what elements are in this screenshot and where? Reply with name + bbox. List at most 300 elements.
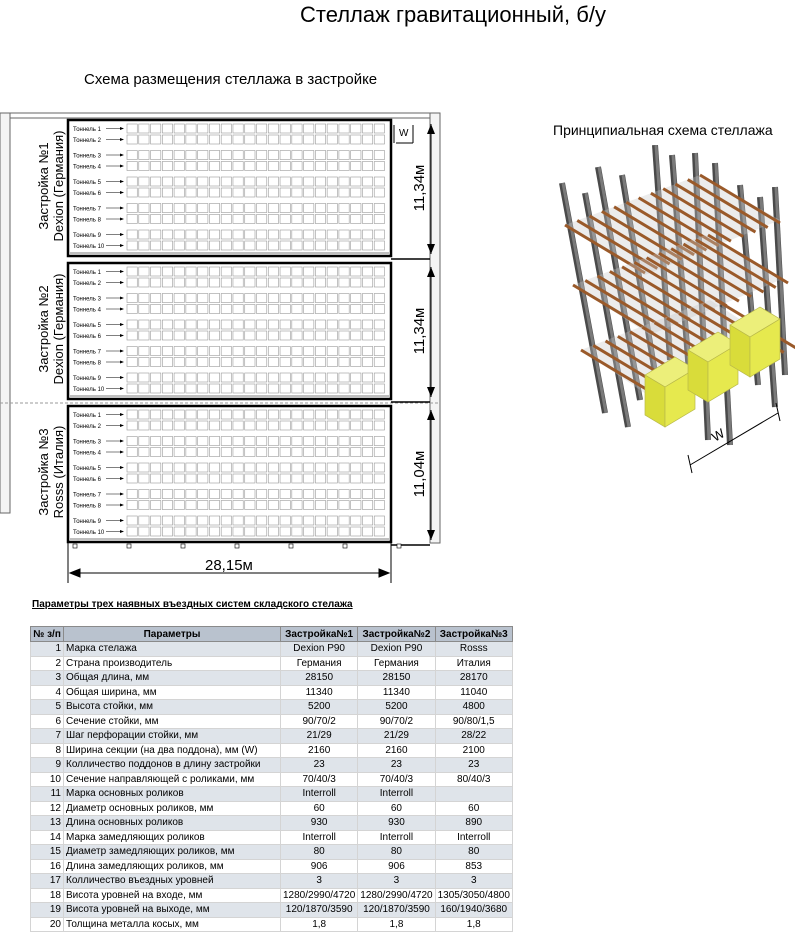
rack-cell <box>374 267 384 276</box>
rack-cell <box>233 347 243 356</box>
rack-cell <box>280 162 290 171</box>
rack-cell <box>304 347 314 356</box>
rack-cell <box>162 437 172 446</box>
rack-cell <box>139 135 149 144</box>
rack-cell <box>257 463 267 472</box>
rack-cell <box>280 278 290 287</box>
rack-cell <box>221 358 231 367</box>
rack-cell <box>304 188 314 197</box>
rack-cell <box>221 437 231 446</box>
rack-cell <box>339 305 349 314</box>
row-site-1: Германия <box>281 656 358 671</box>
rack-cell <box>209 490 219 499</box>
rack-cell <box>374 373 384 382</box>
table-row <box>31 656 513 671</box>
rack-cell <box>162 124 172 133</box>
row-number: 2 <box>31 656 64 671</box>
rack-cell <box>186 347 196 356</box>
rack-cell <box>362 204 372 213</box>
tunnel-label: Тоннель 10 <box>73 387 105 393</box>
rack-cell <box>315 410 325 419</box>
rack-cell <box>139 474 149 483</box>
row-site-2: Interroll <box>358 830 435 845</box>
rack-cell <box>162 421 172 430</box>
rack-cell <box>362 347 372 356</box>
rack-cell <box>304 177 314 186</box>
rack-cell <box>139 241 149 250</box>
rack-cell <box>127 501 137 510</box>
row-parameter: Общая длина, мм <box>64 671 281 686</box>
tunnel-label: Тоннель 6 <box>73 334 101 340</box>
rack-cell <box>139 384 149 393</box>
rack-cell <box>209 151 219 160</box>
rack-cell <box>327 490 337 499</box>
rack-cell <box>315 215 325 224</box>
rack-cell <box>268 215 278 224</box>
rack-cell <box>257 421 267 430</box>
rack-cell <box>268 358 278 367</box>
rack-cell <box>257 320 267 329</box>
rack-cell <box>209 437 219 446</box>
rack-cell <box>339 410 349 419</box>
rack-cell <box>245 188 255 197</box>
rack-cell <box>174 501 184 510</box>
rack-cell <box>209 215 219 224</box>
rack-cell <box>280 437 290 446</box>
rack-cell <box>292 474 302 483</box>
row-parameter: Диаметр замедляющих роликов, мм <box>64 845 281 860</box>
rack-cell <box>280 516 290 525</box>
rack-cell <box>268 527 278 536</box>
rack-cell <box>362 463 372 472</box>
rack-cell <box>339 177 349 186</box>
rack-cell <box>257 124 267 133</box>
rack-cell <box>268 151 278 160</box>
rack-cell <box>127 294 137 303</box>
rack-cell <box>233 294 243 303</box>
table-row <box>31 671 513 686</box>
rack-cell <box>280 421 290 430</box>
rack-cell <box>209 474 219 483</box>
rack-cell <box>339 204 349 213</box>
rack-cell <box>233 204 243 213</box>
rack-cell <box>257 474 267 483</box>
rack-cell <box>257 490 267 499</box>
rack-cell <box>186 151 196 160</box>
rack-cell <box>186 124 196 133</box>
row-parameter: Ширина секции (на два поддона), мм (W) <box>64 743 281 758</box>
row-parameter: Колличество поддонов в длину застройки <box>64 758 281 773</box>
rack-cell <box>257 305 267 314</box>
rack-cell <box>162 294 172 303</box>
rack-cell <box>339 294 349 303</box>
rack-cell <box>374 241 384 250</box>
rack-cell <box>268 437 278 446</box>
rack-cell <box>186 410 196 419</box>
rack-cell <box>351 278 361 287</box>
row-site-2: 80 <box>358 845 435 860</box>
rack-cell <box>186 241 196 250</box>
rack-cell <box>280 294 290 303</box>
w-label: W <box>399 128 409 139</box>
rack-cell <box>280 373 290 382</box>
rack-cell <box>186 373 196 382</box>
rack-cell <box>362 384 372 393</box>
rack-cell <box>245 410 255 419</box>
rack-cell <box>127 278 137 287</box>
row-site-3: 1305/3050/4800 <box>435 888 512 903</box>
row-site-3: Италия <box>435 656 512 671</box>
rack-cell <box>174 358 184 367</box>
row-site-3: 890 <box>435 816 512 831</box>
rack-cell <box>327 177 337 186</box>
rack-cell <box>245 448 255 457</box>
row-site-1: 1,8 <box>281 917 358 932</box>
tunnel-label: Тоннель 9 <box>73 519 101 525</box>
rack-cell <box>209 320 219 329</box>
rack-cell <box>292 516 302 525</box>
rack-cell <box>292 331 302 340</box>
rack-cell <box>268 278 278 287</box>
rack-cell <box>209 177 219 186</box>
rack-cell <box>304 294 314 303</box>
tunnel-label: Тоннель 6 <box>73 191 101 197</box>
rack-cell <box>351 437 361 446</box>
rack-cell <box>151 230 161 239</box>
rack-cell <box>339 384 349 393</box>
rack-cell <box>209 527 219 536</box>
column-base <box>127 544 131 548</box>
tunnel-label: Тоннель 4 <box>73 307 101 314</box>
rack-cell <box>174 162 184 171</box>
rack-cell <box>233 188 243 197</box>
row-parameter: Марка замедляющих роликов <box>64 830 281 845</box>
rack-cell <box>209 347 219 356</box>
rack-cell <box>374 410 384 419</box>
rack-cell <box>374 188 384 197</box>
rack-cell <box>127 177 137 186</box>
rack-cell <box>351 135 361 144</box>
rack-cell <box>221 267 231 276</box>
rack-cell <box>139 320 149 329</box>
rack-cell <box>292 135 302 144</box>
rack-cell <box>245 437 255 446</box>
rack-cell <box>233 490 243 499</box>
row-site-1: 120/1870/3590 <box>281 903 358 918</box>
rack-cell <box>245 294 255 303</box>
rack-cell <box>186 358 196 367</box>
layout-plan <box>0 105 445 600</box>
rack-cell <box>362 278 372 287</box>
rack-cell <box>268 516 278 525</box>
rack-cell <box>268 373 278 382</box>
rack-cell <box>233 177 243 186</box>
rack-cell <box>374 320 384 329</box>
rack-cell <box>327 516 337 525</box>
rack-cell <box>209 384 219 393</box>
rack-cell <box>209 463 219 472</box>
tunnel-label: Тоннель 1 <box>73 270 101 276</box>
rack-cell <box>174 204 184 213</box>
rack-cell <box>280 448 290 457</box>
rack-cell <box>245 278 255 287</box>
rack-cell <box>292 358 302 367</box>
row-site-1: 70/40/3 <box>281 772 358 787</box>
rack-cell <box>257 230 267 239</box>
rack-cell <box>339 230 349 239</box>
tunnel-label: Тоннель 9 <box>73 376 101 382</box>
row-site-2: Dexion P90 <box>358 642 435 657</box>
rack-cell <box>280 204 290 213</box>
rack-cell <box>162 188 172 197</box>
rack-cell <box>351 267 361 276</box>
rack-cell <box>127 448 137 457</box>
rack-cell <box>374 384 384 393</box>
rack-cell <box>162 177 172 186</box>
rack-cell <box>315 124 325 133</box>
table-row <box>31 845 513 860</box>
rack-cell <box>174 241 184 250</box>
rack-cell <box>198 358 208 367</box>
rack-cell <box>327 331 337 340</box>
rack-cell <box>327 151 337 160</box>
rack-cell <box>198 188 208 197</box>
rack-cell <box>292 267 302 276</box>
rack-cell <box>198 162 208 171</box>
rack-cell <box>127 490 137 499</box>
rack-cell <box>374 421 384 430</box>
rack-cell <box>139 188 149 197</box>
table-row <box>31 888 513 903</box>
row-number: 15 <box>31 845 64 860</box>
rack-cell <box>162 474 172 483</box>
rack-cell <box>186 215 196 224</box>
rack-cell <box>374 278 384 287</box>
rack-cell <box>339 437 349 446</box>
rack-cell <box>245 162 255 171</box>
rack-cell <box>374 204 384 213</box>
rack-cell <box>245 501 255 510</box>
rack-cell <box>315 516 325 525</box>
rack-cell <box>362 527 372 536</box>
rack-cell <box>151 347 161 356</box>
rack-cell <box>304 305 314 314</box>
rack-cell <box>304 463 314 472</box>
tunnel-label: Тоннель 9 <box>73 233 101 239</box>
rack-cell <box>292 437 302 446</box>
rack-cell <box>221 305 231 314</box>
rack-cell <box>280 347 290 356</box>
rack-cell <box>268 124 278 133</box>
rack-cell <box>268 331 278 340</box>
rack-cell <box>209 162 219 171</box>
row-number: 12 <box>31 801 64 816</box>
rack-cell <box>292 384 302 393</box>
rack-cell <box>151 384 161 393</box>
rack-cell <box>139 230 149 239</box>
rack-cell <box>280 490 290 499</box>
rack-cell <box>292 188 302 197</box>
rack-cell <box>127 188 137 197</box>
rack-cell <box>339 347 349 356</box>
rack-cell <box>186 177 196 186</box>
row-parameter: Высота стойки, мм <box>64 700 281 715</box>
rack-cell <box>374 437 384 446</box>
rack-cell <box>315 204 325 213</box>
rack-cell <box>174 527 184 536</box>
rack-cell <box>351 124 361 133</box>
rack-cell <box>127 230 137 239</box>
row-number: 8 <box>31 743 64 758</box>
rack-cell <box>221 177 231 186</box>
rack-cell <box>327 162 337 171</box>
rack-cell <box>339 527 349 536</box>
rack-cell <box>127 527 137 536</box>
rack-cell <box>245 241 255 250</box>
rack-cell <box>151 320 161 329</box>
rack-cell <box>139 215 149 224</box>
rack-cell <box>327 124 337 133</box>
row-site-3: Rosss <box>435 642 512 657</box>
table-row <box>31 714 513 729</box>
rack-cell <box>139 267 149 276</box>
rack-cell <box>315 358 325 367</box>
rack-cell <box>139 421 149 430</box>
rack-cell <box>304 331 314 340</box>
table-row <box>31 642 513 657</box>
row-site-2: 2160 <box>358 743 435 758</box>
rack-cell <box>362 294 372 303</box>
table-caption: Параметры трех наявных въездных систем складского стелажа <box>32 599 353 610</box>
rack-cell <box>221 135 231 144</box>
rack-cell <box>327 320 337 329</box>
rack-cell <box>221 294 231 303</box>
rack-cell <box>339 490 349 499</box>
rack-cell <box>351 474 361 483</box>
rack-cell <box>268 410 278 419</box>
rack-cell <box>268 474 278 483</box>
rack-cell <box>198 373 208 382</box>
rack-cell <box>233 305 243 314</box>
rack-cell <box>221 490 231 499</box>
rack-cell <box>139 124 149 133</box>
rack-cell <box>221 448 231 457</box>
rack-cell <box>198 320 208 329</box>
rack-cell <box>257 331 267 340</box>
rack-cell <box>304 320 314 329</box>
rack-cell <box>280 135 290 144</box>
rack-cell <box>327 347 337 356</box>
rack-cell <box>221 320 231 329</box>
rack-cell <box>257 151 267 160</box>
rack-cell <box>351 215 361 224</box>
rack-cell <box>127 162 137 171</box>
rack-cell <box>292 347 302 356</box>
row-parameter: Колличество въездных уровней <box>64 874 281 889</box>
rack-cell <box>292 151 302 160</box>
rack-cell <box>151 373 161 382</box>
rack-cell <box>351 151 361 160</box>
rack-cell <box>151 463 161 472</box>
rack-cell <box>174 347 184 356</box>
rack-cell <box>257 177 267 186</box>
rack-cell <box>162 501 172 510</box>
rack-cell <box>351 177 361 186</box>
rack-cell <box>245 347 255 356</box>
rack-cell <box>186 448 196 457</box>
rack-cell <box>374 162 384 171</box>
rack-cell <box>374 124 384 133</box>
column-base <box>235 544 239 548</box>
rack-cell <box>257 278 267 287</box>
rack-cell <box>139 448 149 457</box>
rack-cell <box>280 230 290 239</box>
rack-cell <box>162 267 172 276</box>
rack-cell <box>139 490 149 499</box>
rack-cell <box>292 320 302 329</box>
rack-cell <box>292 294 302 303</box>
rack-cell <box>351 230 361 239</box>
rack-cell <box>221 162 231 171</box>
rack-cell <box>221 151 231 160</box>
row-parameter: Страна производитель <box>64 656 281 671</box>
table-row <box>31 830 513 845</box>
rack-cell <box>257 384 267 393</box>
rack-cell <box>174 177 184 186</box>
rack-cell <box>315 162 325 171</box>
rack-cell <box>209 331 219 340</box>
row-site-2: 23 <box>358 758 435 773</box>
rack-cell <box>245 267 255 276</box>
tunnel-label: Тоннель 10 <box>73 530 105 536</box>
rack-cell <box>245 331 255 340</box>
rack-cell <box>186 162 196 171</box>
rack-cell <box>139 162 149 171</box>
table-row <box>31 743 513 758</box>
rack-cell <box>127 384 137 393</box>
rack-cell <box>139 527 149 536</box>
rack-cell <box>174 448 184 457</box>
rack-cell <box>280 384 290 393</box>
rack-cell <box>233 527 243 536</box>
rack-cell <box>292 230 302 239</box>
rack-cell <box>198 135 208 144</box>
rack-cell <box>139 294 149 303</box>
rack-cell <box>327 527 337 536</box>
row-number: 6 <box>31 714 64 729</box>
rack-cell <box>362 320 372 329</box>
rack-cell <box>139 278 149 287</box>
rack-cell <box>327 474 337 483</box>
rack-cell <box>198 490 208 499</box>
rack-cell <box>351 162 361 171</box>
rack-cell <box>162 448 172 457</box>
rack-cell <box>304 490 314 499</box>
rack-cell <box>339 358 349 367</box>
rack-cell <box>233 474 243 483</box>
tunnel-label: Тоннель 7 <box>73 492 101 499</box>
rack-cell <box>162 305 172 314</box>
rack-cell <box>221 347 231 356</box>
rack-cell <box>245 516 255 525</box>
rack-cell <box>162 162 172 171</box>
row-number: 7 <box>31 729 64 744</box>
rack-cell <box>151 162 161 171</box>
rack-cell <box>233 421 243 430</box>
rack-cell <box>151 124 161 133</box>
rack-cell <box>304 448 314 457</box>
rack-cell <box>257 241 267 250</box>
